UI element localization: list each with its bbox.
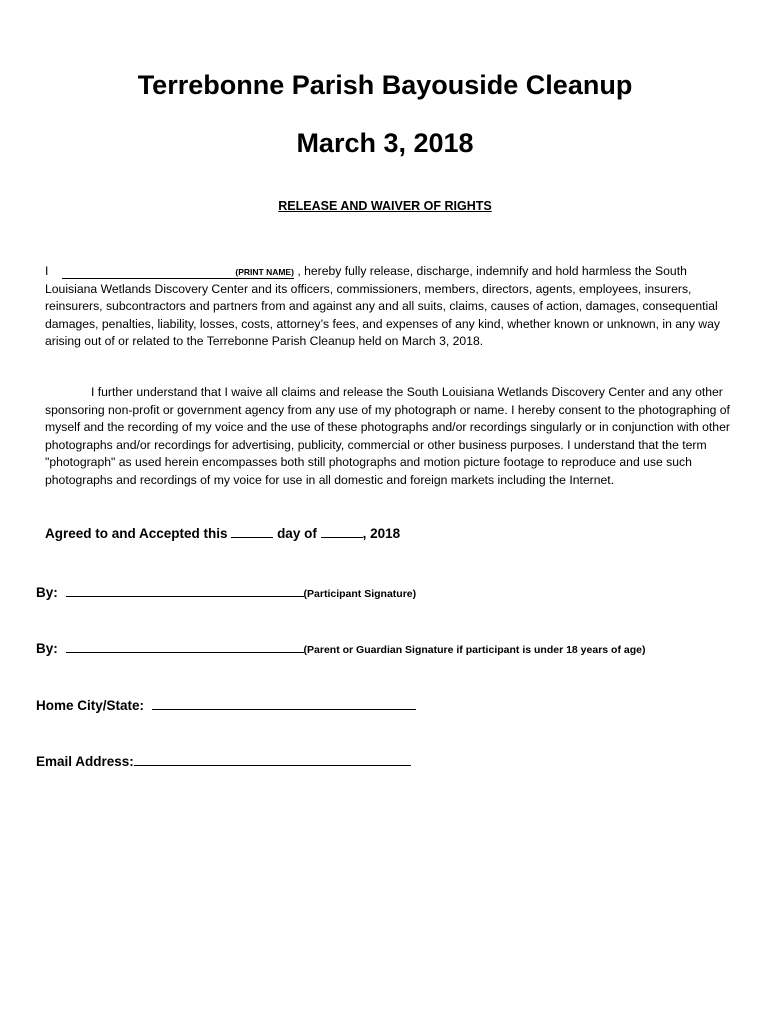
participant-signature-row: [36, 584, 416, 600]
section-heading: RELEASE AND WAIVER OF RIGHTS: [278, 199, 492, 213]
agreement-line: [45, 526, 400, 541]
print-name-label: (PRINT NAME): [235, 267, 294, 277]
email-field[interactable]: [134, 753, 411, 766]
participant-signature-note: (Participant Signature): [303, 588, 417, 600]
email-row: [36, 753, 411, 769]
agreed-text-1: Agreed to and Accepted this: [45, 526, 228, 541]
month-blank[interactable]: [321, 526, 363, 538]
guardian-signature-note: (Parent or Guardian Signature if participant is under 18 years of age): [303, 644, 646, 656]
print-name-field[interactable]: [62, 266, 294, 279]
release-text: , hereby fully release, discharge, indemnify and hold harmless the South Louisiana Wetlands Discovery Center and its officers, commissioners, members, directors, agents, employees, insurers, reinsurers, subcontractors and partners from and against any and all suits, claims, causes of action, damages, consequential damages, penalties, liability, losses, costs, attorney’s fees, and expenses of any kind, whether known or unknown, in any way arising out of or related to the Terrebonne Parish Cleanup held on March 3, 2018.: [45, 264, 720, 348]
home-city-row: [36, 697, 416, 713]
home-city-field[interactable]: [152, 697, 416, 710]
day-blank[interactable]: [231, 526, 273, 538]
guardian-signature-row: [36, 640, 645, 656]
email-label: Email Address:: [36, 754, 134, 769]
home-city-label: Home City/State:: [36, 698, 145, 713]
agreed-text-3: , 2018: [362, 526, 401, 541]
photo-consent-paragraph: I further understand that I waive all claims and release the South Louisiana Wetlands Discovery Center and any other sponsoring non-profit or government agency from any use of my photograph or name. I hereby consent to the photographing of myself and the recording of my voice and the use of these photographs and/or recordings singularly or in conjunction with other photographs and/or recordings for advertising, publicity, commercial or other business purposes. I understand that the term "photograph" as used herein encompasses both still photographs and motion picture footage to reproduce and use such photographs and recordings of my voice for use in all domestic and foreign markets including the Internet.: [45, 385, 730, 487]
guardian-signature-field[interactable]: [66, 640, 304, 653]
agreed-text-2: day of: [277, 526, 317, 541]
document-title: Terrebonne Parish Bayouside Cleanup: [137, 70, 633, 100]
event-date-title: March 3, 2018: [296, 128, 474, 158]
participant-signature-field[interactable]: [66, 584, 304, 597]
release-paragraph: [45, 263, 735, 351]
paragraph-prefix: I: [45, 264, 49, 278]
by-label: By:: [36, 585, 58, 600]
by-label: By:: [36, 641, 58, 656]
